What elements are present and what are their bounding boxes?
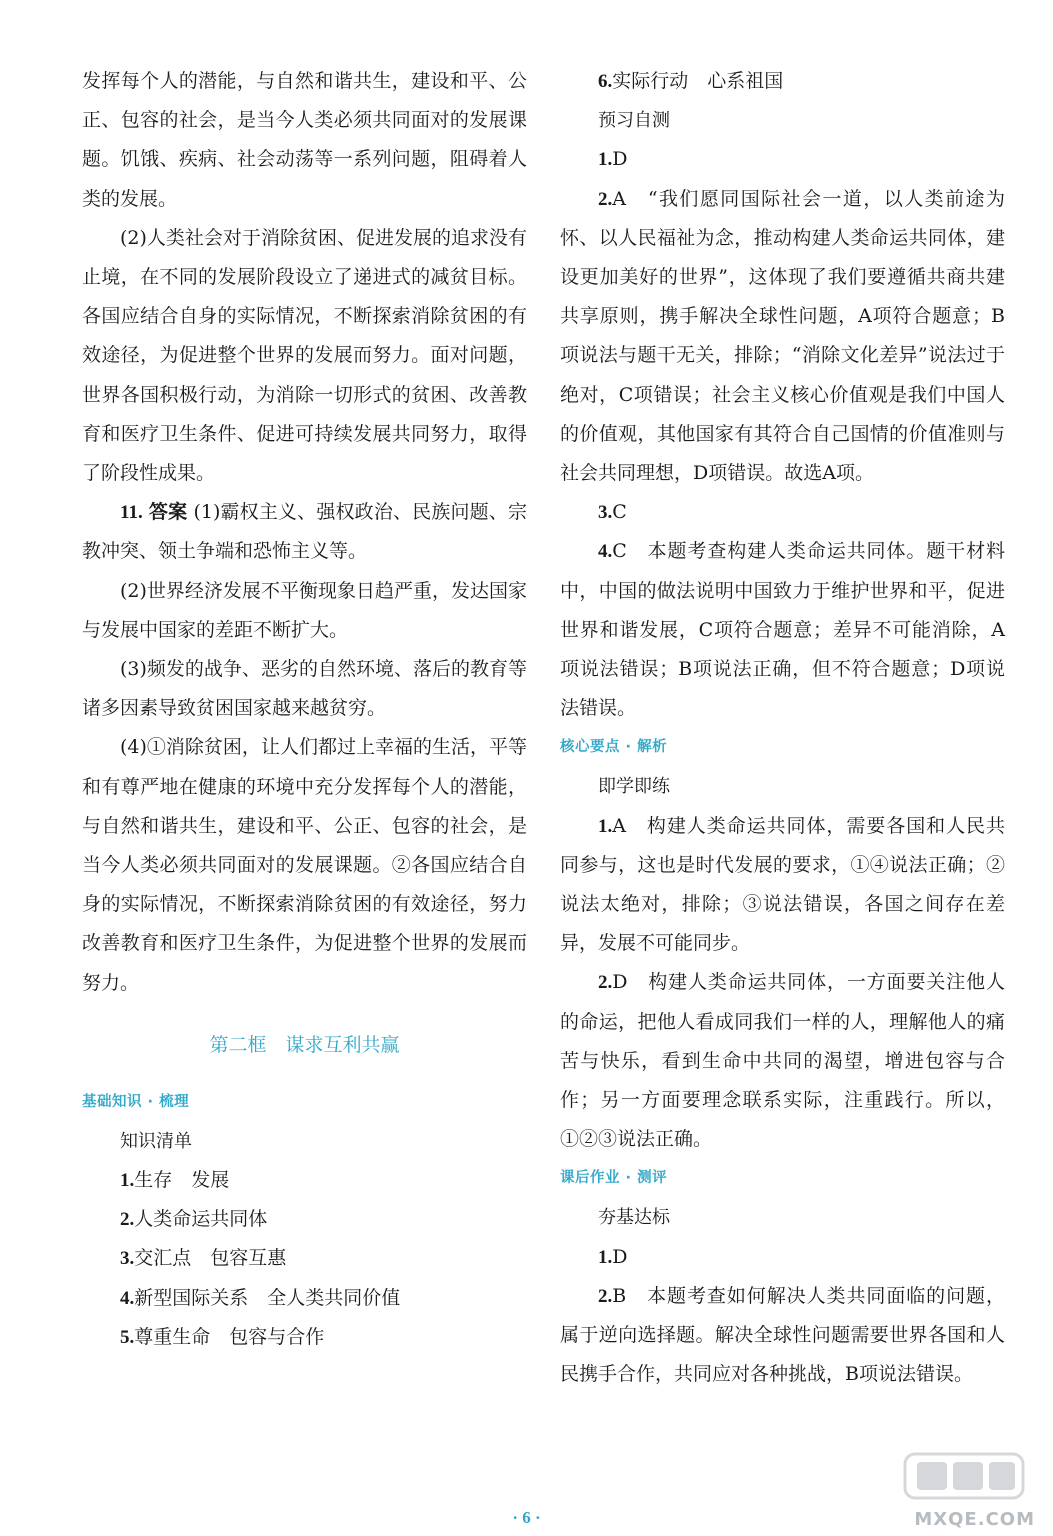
watermark-text: MXQE.COM — [914, 1509, 1035, 1530]
answer-item — [560, 1277, 1005, 1395]
item-number: 2. — [598, 972, 613, 994]
page-number: · 6 · — [512, 1508, 541, 1527]
list-item — [82, 1279, 527, 1318]
answer-text: A “我们愿同国际社会一道，以人类前途为怀、以人民福祉为念，推动构建人类命运共同体，建设更加美好的世界”，这体现了我们要遵循共商共建共享原则，携手解决全球性问题，A项符合题意；B项说法与题干无关，排除；“消除文化差异”说法过于绝对，C项错误；社会主义核心价值观是我们中国人的价值观，其他国家有其符合自己国情的价值准则与社会共同理想，D项错误。故选A项。 — [560, 187, 1005, 485]
item-text: 实际行动 心系祖国 — [612, 70, 784, 92]
section-title: 第二框 谋求互利共赢 — [209, 1033, 400, 1056]
answer-text: D — [612, 1245, 628, 1268]
answer-item — [560, 1238, 1005, 1277]
answer-text: A 构建人类命运共同体，需要各国和人民共同参与，这也是时代发展的要求，①④说法正确；②说法太绝对，排除；③说法错误，各国之间存在差异，发展不可能同步。 — [560, 814, 1005, 955]
answer-item — [560, 180, 1005, 494]
subheading-preview-test: 预习自测 — [598, 110, 670, 132]
paragraph-continued: 发挥每个人的潜能，与自然和谐共生，建设和平、公正、包容的社会，是当今人类必须共同面对的发展课题。饥饿、疾病、社会动荡等一系列问题，阻碍着人类的发展。 — [82, 70, 527, 210]
item-number: 1. — [598, 1246, 613, 1268]
item-number: 4. — [598, 541, 613, 563]
answer-11-part-2: (2)世界经济发展不平衡现象日趋严重，发达国家与发展中国家的差距不断扩大。 — [82, 579, 527, 641]
item-text: 人类命运共同体 — [134, 1208, 268, 1231]
answer-item — [560, 963, 1005, 1159]
subheading-basic: 夯基达标 — [598, 1207, 670, 1229]
section-header-core: 核心要点 · 解析 — [560, 739, 668, 756]
list-item — [82, 1161, 527, 1200]
left-column — [82, 62, 527, 1357]
item-number: 1. — [598, 815, 613, 837]
item-number: 1. — [120, 1170, 135, 1192]
answer-item — [560, 807, 1005, 964]
item-number: 2. — [120, 1209, 135, 1231]
answer-item — [560, 493, 1005, 532]
item-text: 尊重生命 包容与合作 — [134, 1325, 325, 1348]
paragraph-2: (2)人类社会对于消除贫困、促进发展的追求没有止境，在不同的发展阶段设立了递进式的减贫目标。各国应结合自身的实际情况，不断探索消除贫困的有效途径，为促进整个世界的发展而努力。面对问题，世界各国积极行动，为消除一切形式的贫困、改善教育和医疗卫生条件、促进可持续发展共同努力，取得了阶段性成果。 — [82, 226, 527, 485]
answer-text: C 本题考查构建人类命运共同体。题干材料中，中国的做法说明中国致力于维护世界和平，促进世界和谐发展，C项符合题意；差异不可能消除，A项说法错误；B项说法正确，但不符合题意；D项说法错误。 — [560, 540, 1005, 720]
answer-text: D 构建人类命运共同体，一方面要关注他人的命运，把他人看成同我们一样的人，理解他人的痛苦与快乐，看到生命中共同的渴望，增进包容与合作；另一方面要理念联系实际，注重践行。所以，①②③说法正确。 — [560, 971, 1005, 1151]
subheading-knowledge-list: 知识清单 — [120, 1130, 192, 1152]
right-column — [560, 62, 1005, 1395]
answer-11 — [82, 493, 527, 571]
item-number: 2. — [598, 1285, 613, 1307]
knowledge-list — [82, 1161, 527, 1357]
section-header-basics: 基础知识 · 梳理 — [82, 1093, 190, 1110]
item-text: 新型国际关系 全人类共同价值 — [134, 1286, 401, 1309]
item-number: 4. — [120, 1287, 135, 1309]
item-text: 交汇点 包容互惠 — [134, 1247, 287, 1270]
answer-item — [560, 140, 1005, 179]
answer-text: D — [612, 148, 628, 171]
answer-text: C — [612, 501, 627, 524]
item-text: 生存 发展 — [134, 1169, 230, 1192]
list-item — [560, 62, 1005, 101]
subheading-practice: 即学即练 — [598, 776, 670, 798]
item-number: 6. — [598, 71, 613, 92]
question-number: 11. — [120, 502, 143, 524]
item-number: 3. — [598, 502, 613, 524]
list-item — [82, 1318, 527, 1357]
answer-item — [560, 532, 1005, 728]
list-item — [82, 1239, 527, 1278]
item-number: 1. — [598, 149, 613, 171]
answer-11-part-3: (3)频发的战争、恶劣的自然环境、落后的教育等诸多因素导致贫困国家越来越贫穷。 — [82, 658, 527, 720]
answer-label: 答案 — [148, 501, 188, 524]
section-header-homework: 课后作业 · 测评 — [560, 1170, 668, 1187]
list-item — [82, 1200, 527, 1239]
answer-text: B 本题考查如何解决人类共同面临的问题，属于逆向选择题。解决全球性问题需要世界各国和人民携手合作，共同应对各种挑战，B项说法错误。 — [560, 1284, 1005, 1386]
answer-11-part-4: (4)①消除贫困，让人们都过上幸福的生活，平等和有尊严地在健康的环境中充分发挥每个人的潜能，与自然和谐共生，建设和平、公正、包容的社会，是当今人类必须共同面对的发展课题。②各国应结合自身的实际情况，不断探索消除贫困的有效途径，努力改善教育和医疗卫生条件，为促进整个世界的发展而努力。 — [82, 736, 527, 994]
item-number: 3. — [120, 1248, 135, 1270]
item-number: 2. — [598, 188, 613, 210]
answer-text: (1)霸权主义、强权政治、民族问题、宗教冲突、领土争端和恐怖主义等。 — [82, 501, 527, 563]
item-number: 5. — [120, 1326, 135, 1348]
